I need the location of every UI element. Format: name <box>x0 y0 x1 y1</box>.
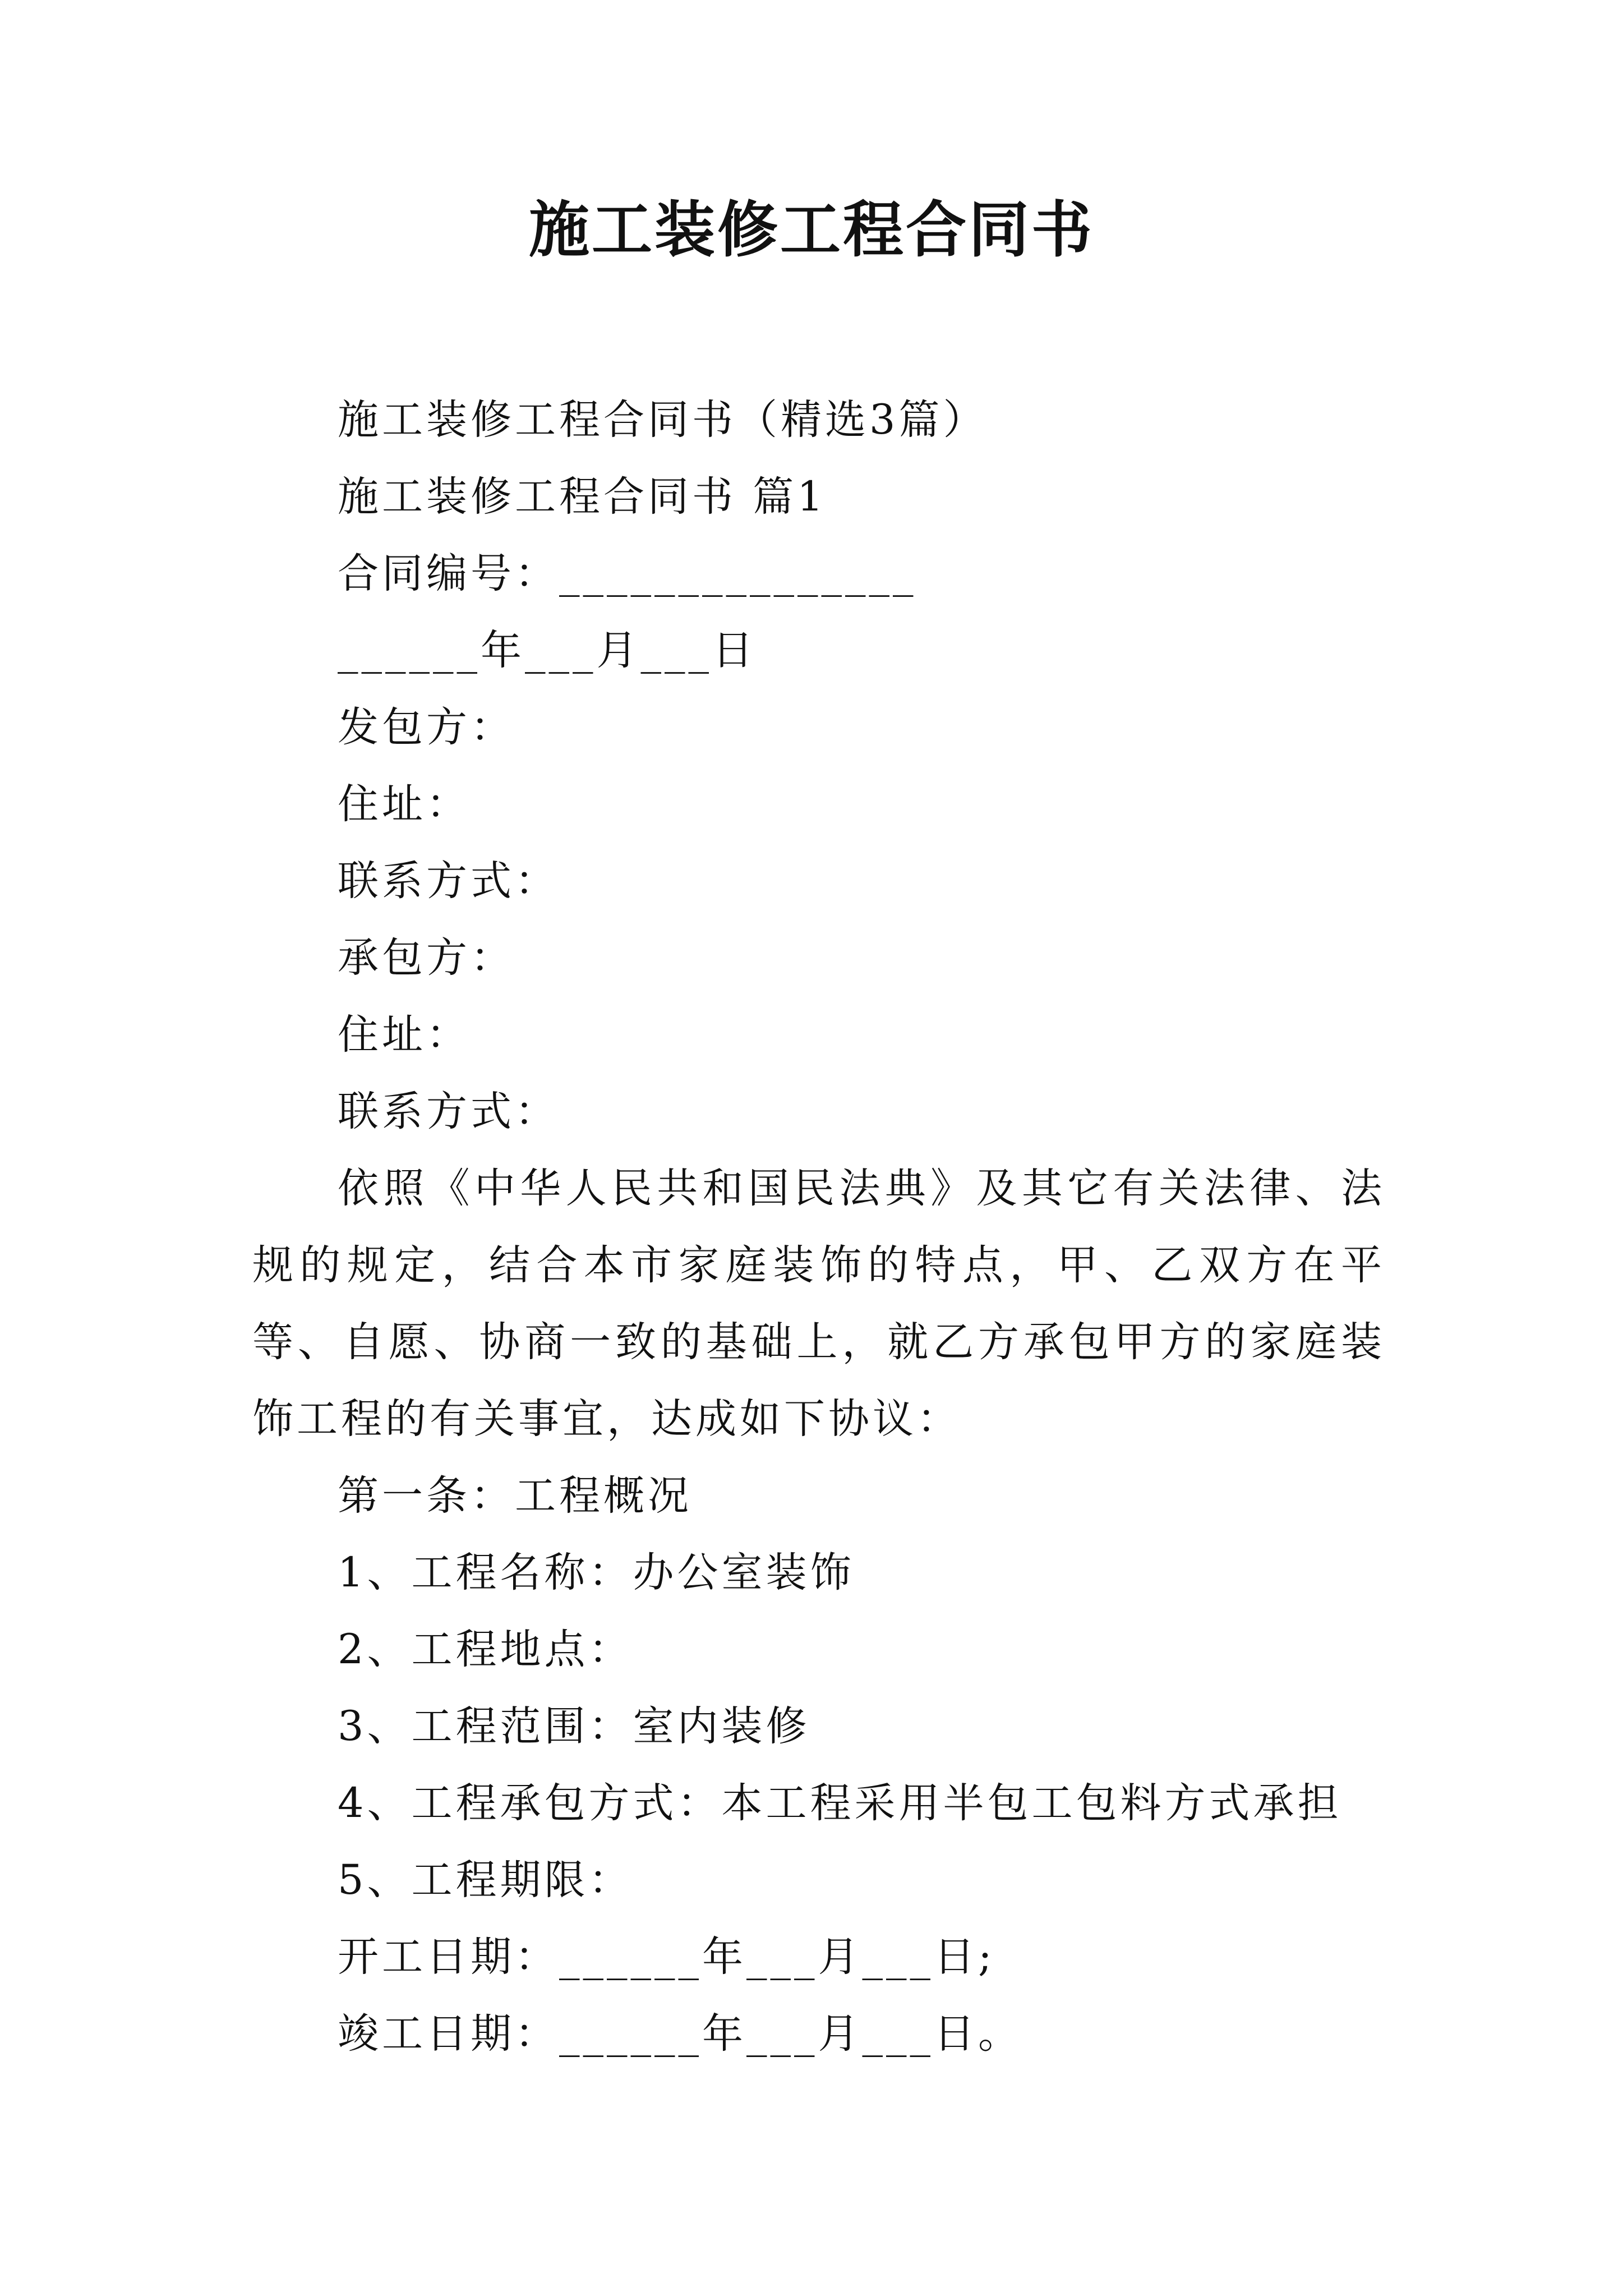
end-date-line: 竣工日期：______年___月___日。 <box>338 2010 1022 2058</box>
list-item: 3、工程范围：室内装修 <box>338 1703 810 1750</box>
text-line: 承包方： <box>338 934 515 982</box>
text-line: 施工装修工程合同书（精选3篇） <box>338 396 988 444</box>
date-line: ______年___月___日 <box>338 627 757 674</box>
list-item: 4、工程承包方式：本工程采用半包工包料方式承担 <box>338 1779 1342 1827</box>
text-line: 发包方： <box>338 703 515 751</box>
start-date-line: 开工日期：______年___月___日; <box>338 1933 995 1981</box>
list-item: 1、工程名称：办公室装饰 <box>338 1549 855 1596</box>
text-line: 联系方式： <box>338 1088 559 1135</box>
agreement-paragraph: 依照《中华人民共和国民法典》及其它有关法律、法规的规定，结合本市家庭装饰的特点，甲、乙双方在平等、自愿、协商一致的基础上，就乙方承包甲方的家庭装饰工程的有关事宜，达成如下协议： <box>252 1165 1385 1443</box>
text-line: 施工装修工程合同书 篇1 <box>338 473 827 521</box>
section-heading: 第一条：工程概况 <box>338 1472 692 1520</box>
document-title: 施工装修工程合同书 <box>528 195 1094 265</box>
list-item: 5、工程期限： <box>338 1856 633 1904</box>
document-body <box>252 381 1385 2072</box>
text-line: 联系方式： <box>338 857 559 905</box>
list-item: 2、工程地点： <box>338 1626 633 1673</box>
text-line: 住址： <box>338 780 471 828</box>
contract-number-line: 合同编号：_______________ <box>338 550 917 597</box>
text-line: 住址： <box>338 1011 471 1059</box>
